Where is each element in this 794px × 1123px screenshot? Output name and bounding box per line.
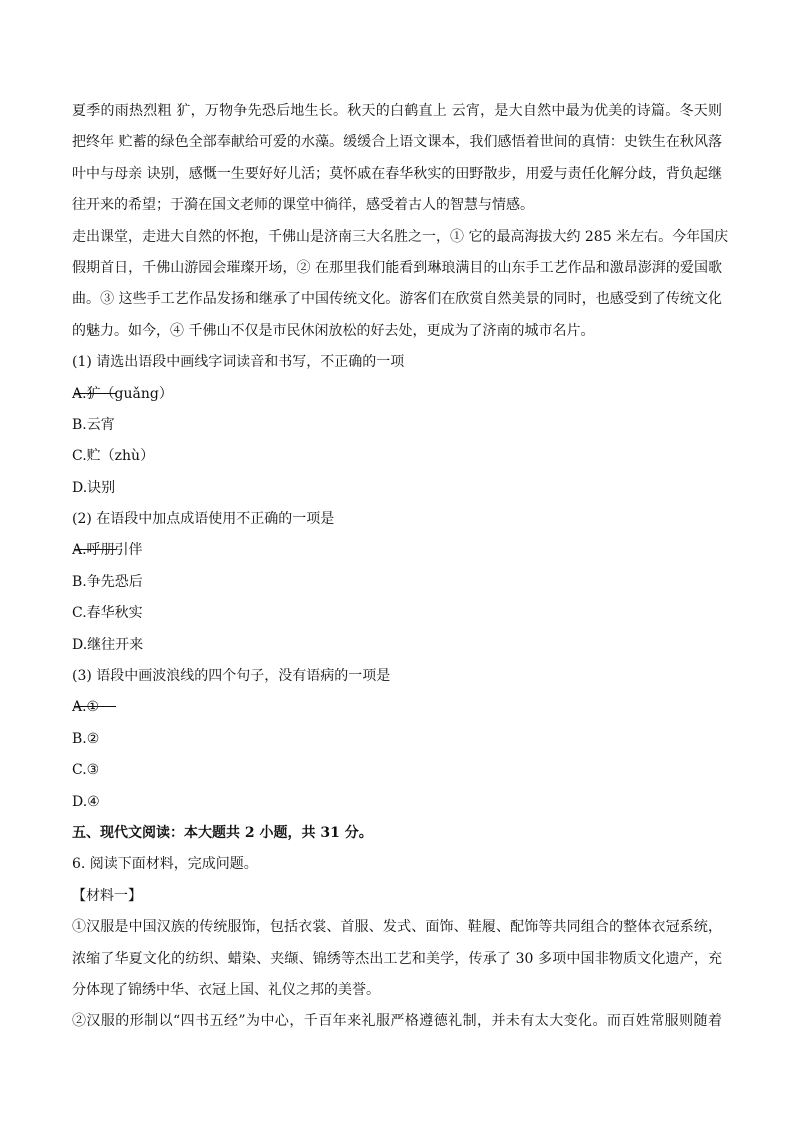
passage	[72, 96, 729, 347]
question-3	[72, 661, 722, 818]
option: A.①	[72, 699, 100, 716]
option: C.春华秋实	[72, 605, 143, 622]
option: D.④	[72, 793, 100, 810]
passage-line: 把终年 贮蓄的绿色全部奉献给可爱的水藻。缓缓合上语文课本，我们感悟着世间的真情：史铁生在秋风落	[72, 134, 722, 151]
material-line: ②汉服的形制以“四书五经”为中心，千百年来礼服严格遵德礼制，并未有太大变化。而百姓常服则随着	[72, 1013, 722, 1030]
option: D.诀别	[72, 479, 116, 496]
question-stem: (1) 请选出语段中画线字词读音和书写，不正确的一项	[72, 347, 722, 378]
option: A.犷（guǎng）	[72, 385, 173, 402]
option: B.争先恐后	[72, 573, 143, 590]
material-title: 【材料一】	[72, 887, 142, 904]
material-line: 浓缩了华夏文化的纺织、蜡染、夹缬、锦绣等杰出工艺和美学，传承了 30 多项中国非物质文化遗产，充	[72, 950, 722, 967]
option: C.贮（zhù）	[72, 448, 155, 465]
material-line: ①汉服是中国汉族的传统服饰，包括衣裳、首服、发式、面饰、鞋履、配饰等共同组合的整体衣冠系统，	[72, 919, 722, 936]
document-page	[72, 96, 729, 1038]
material-line: 分体现了锦绣中华、衣冠上国、礼仪之邦的美誉。	[72, 981, 380, 998]
option: B.云宵	[72, 416, 115, 433]
question-stem: (2) 在语段中加点成语使用不正确的一项是	[72, 504, 722, 535]
section-title: 五、现代文阅读：本大题共 2 小题，共 31 分。	[72, 824, 373, 841]
option: B.②	[72, 730, 100, 747]
passage-line: 叶中与母亲 诀别，感慨一生要好好儿活；莫怀戚在春华秋实的田野散步，用爱与责任化解分歧，背负起继	[72, 165, 722, 182]
option: A.呼朋引伴	[72, 542, 143, 559]
question-6-instruction: 6. 阅读下面材料，完成问题。	[72, 856, 258, 873]
option: D.继往开来	[72, 636, 144, 653]
question-1	[72, 347, 722, 504]
passage-line: 往开来的希望；于漪在国文老师的课堂中徜徉，感受着古人的智慧与情感。	[72, 197, 534, 214]
passage-line: 假期首日，千佛山游园会璀璨开场，② 在那里我们能看到琳琅满目的山东手工艺作品和激昂澎湃的爱国歌	[72, 259, 722, 276]
question-stem: (3) 语段中画波浪线的四个句子，没有语病的一项是	[72, 661, 722, 692]
option: C.③	[72, 762, 100, 779]
passage-line: 夏季的雨热烈粗 犷，万物争先恐后地生长。秋天的白鹤直上 云宵，是大自然中最为优美的诗篇。冬天则	[72, 103, 722, 119]
passage-line: 曲。③ 这些手工艺作品发扬和继承了中国传统文化。游客们在欣赏自然美景的同时，也感受到了传统文化	[72, 291, 722, 308]
passage-line: 走出课堂，走进大自然的怀抱，千佛山是济南三大名胜之一，① 它的最高海拔大约 285 米左右。今年国庆	[72, 228, 729, 245]
question-2	[72, 504, 722, 661]
passage-line: 的魅力。如今，④ 千佛山不仅是市民休闲放松的好去处，更成为了济南的城市名片。	[72, 322, 595, 339]
